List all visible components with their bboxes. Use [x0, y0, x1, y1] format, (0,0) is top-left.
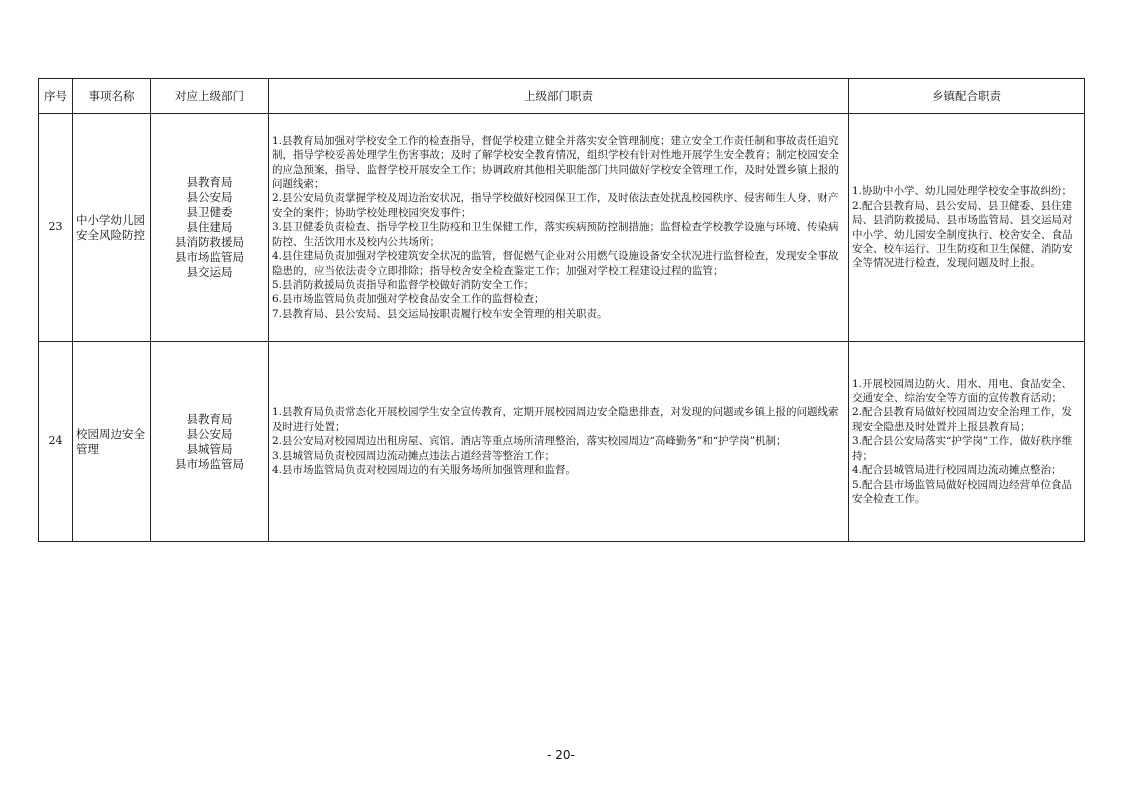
header-superior-duty: 上级部门职责 [269, 79, 849, 114]
coop-item: 1.协助中小学、幼儿园处理学校安全事故纠纷； [852, 185, 1073, 198]
coop-item: 4.配合县城管局进行校园周边流动摊点整治； [852, 464, 1062, 477]
responsibility-table [38, 78, 1085, 542]
coop-item: 2.配合县教育局做好校园周边安全治理工作，发现安全隐患及时处置并上报县教育局； [852, 406, 1073, 433]
duty-item: 3.县卫健委负责检查、指导学校卫生防疫和卫生保健工作，落实疾病预防控制措施；监督检查学校教学设施与环境、传染病防控、生活饮用水及校内公共场所； [272, 221, 839, 248]
row-superior-duties [269, 342, 849, 542]
dept-item: 县卫健委 [186, 205, 233, 219]
table-row [39, 342, 1085, 542]
dept-item: 县住建局 [186, 220, 233, 234]
duty-item: 6.县市场监管局负责加强对学校食品安全工作的监督检查； [272, 293, 545, 306]
page-number: - 20- [547, 748, 575, 762]
dept-item: 县交运局 [186, 265, 233, 279]
row-item-name: 校园周边安全管理 [73, 342, 151, 542]
header-department: 对应上级部门 [151, 79, 269, 114]
dept-item: 县城管局 [186, 441, 233, 456]
coop-item: 5.配合县市场监管局做好校园周边经营单位食品安全检查工作。 [852, 478, 1073, 505]
duty-item: 3.县城管局负责校园周边流动摊点违法占道经营等整治工作； [272, 449, 556, 462]
row-township-duties [849, 342, 1085, 542]
duty-item: 4.县住建局负责加强对学校建筑安全状况的监管，督促燃气企业对公用燃气设施设备安全状况进行监督检查，发现安全事故隐患的，应当依法责令立即排除；指导校舍安全检查鉴定工作；加强对学校工程建设过程的监管； [272, 250, 839, 277]
dept-item: 县市场监管局 [175, 456, 244, 471]
dept-item: 县公安局 [186, 190, 233, 204]
coop-item: 1.开展校园周边防火、用水、用电、食品安全、交通安全、综治安全等方面的宣传教育活动； [852, 377, 1073, 405]
header-township-coop: 乡镇配合职责 [849, 79, 1085, 114]
row-seq: 24 [39, 342, 73, 542]
table-row [39, 114, 1085, 342]
dept-item: 县市场监管局 [175, 250, 244, 264]
row-item-name: 中小学幼儿园安全风险防控 [73, 114, 151, 342]
row-superior-duties [269, 114, 849, 342]
row-departments [151, 342, 269, 542]
duty-item: 2.县公安局对校园周边出租房屋、宾馆、酒店等重点场所清理整治，落实校园周边“高峰勤务”和“护学岗”机制； [272, 435, 787, 448]
dept-item: 县公安局 [186, 426, 233, 441]
coop-item: 3.配合县公安局落实“护学岗”工作，做好秩序维持； [852, 435, 1073, 462]
duty-item: 2.县公安局负责掌握学校及周边治安状况，指导学校做好校园保卫工作，及时依法查处扰乱校园秩序、侵害师生人身、财产安全的案件；协助学校处理校园突发事件； [272, 192, 839, 219]
dept-item: 县消防救援局 [175, 235, 244, 249]
table-header-row [39, 79, 1085, 114]
header-item-name: 事项名称 [73, 79, 151, 114]
duty-item: 5.县消防救援局负责指导和监督学校做好消防安全工作； [272, 278, 535, 291]
duty-item: 1.县教育局加强对学校安全工作的检查指导，督促学校建立健全并落实安全管理制度；建立安全工作责任制和事故责任追究制，指导学校妥善处理学生伤害事故；及时了解学校安全教育情况，组织学校有针对性地开展学生安全教育；制定校园安全的应急预案，指导、监督学校开展安全工作；协调政府其他相关职能部门共同做好学校安全管理工作，及时处置乡镇上报的问题线索； [272, 134, 839, 191]
row-departments [151, 114, 269, 342]
row-township-duties [849, 114, 1085, 342]
duty-item: 7.县教育局、县公安局、县交运局按职责履行校车安全管理的相关职责。 [272, 307, 608, 320]
dept-item: 县教育局 [186, 175, 233, 189]
duty-item: 1.县教育局负责常态化开展校园学生安全宣传教育，定期开展校园周边安全隐患排查，对发现的问题或乡镇上报的问题线索及时进行处置； [272, 406, 839, 433]
duty-item: 4.县市场监管局负责对校园周边的有关服务场所加强管理和监督。 [272, 464, 577, 477]
coop-item: 2.配合县教育局、县公安局、县卫健委、县住建局、县消防救援局、县市场监管局、县交运局对中小学、幼儿园安全制度执行、校舍安全、食品安全、校车运行、卫生防疫和卫生保健、消防安全等情况进行检查，发现问题及时上报。 [852, 199, 1073, 270]
header-seq: 序号 [39, 79, 73, 114]
row-seq: 23 [39, 114, 73, 342]
dept-item: 县教育局 [186, 411, 233, 426]
